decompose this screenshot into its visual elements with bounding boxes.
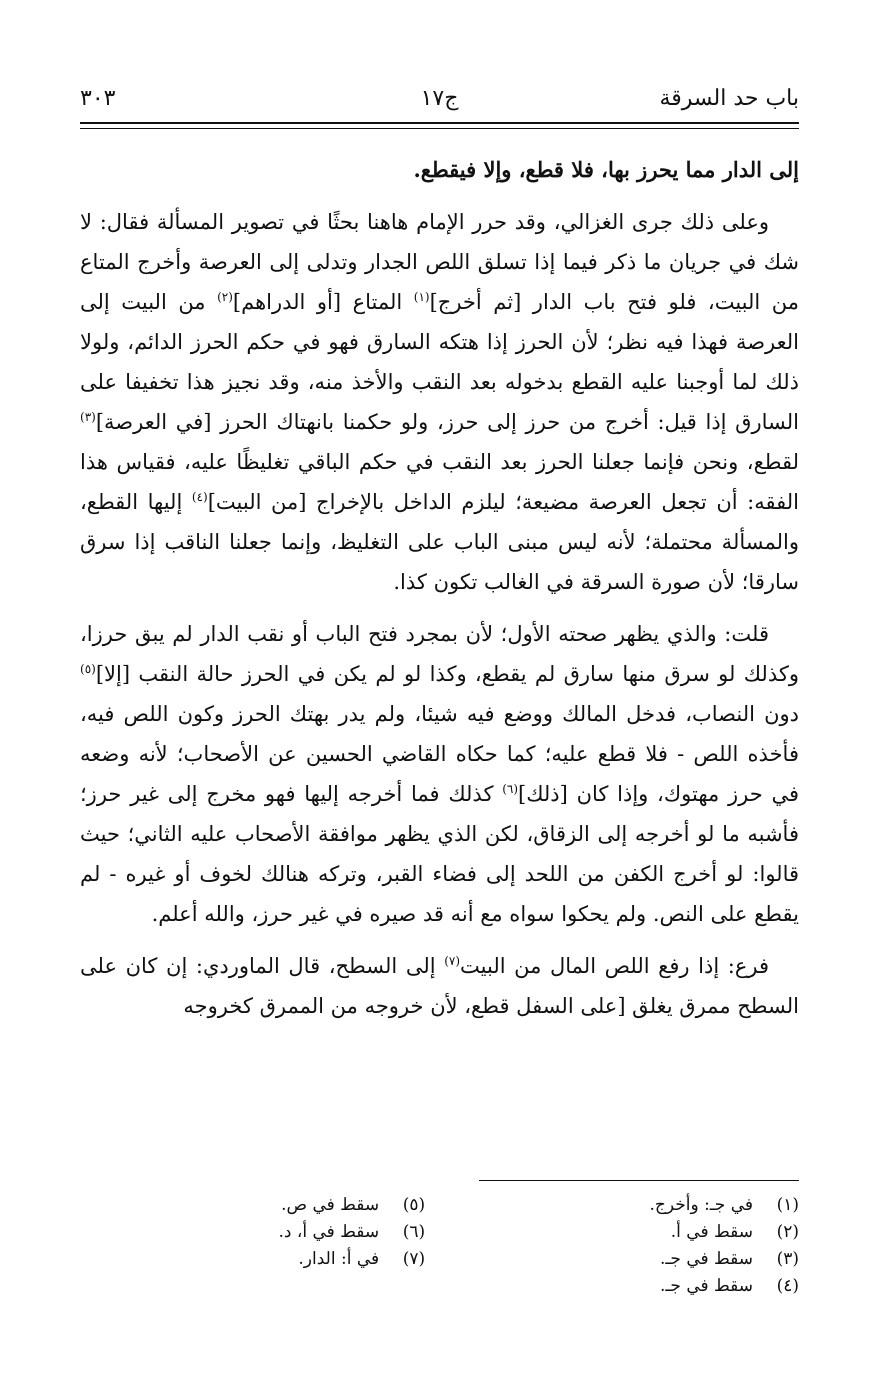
paragraph bbox=[80, 946, 799, 1026]
main-text bbox=[80, 150, 799, 1038]
text-run: إلى الدار مما يحرز بها، فلا قطع، وإلا فيقطع. bbox=[413, 157, 799, 182]
chapter-title: باب حد السرقة bbox=[659, 86, 799, 111]
footnote-reference: (١) bbox=[413, 290, 430, 304]
footnote-item bbox=[80, 1192, 425, 1219]
paragraph bbox=[80, 150, 799, 190]
footnote-text: سقط في ص. bbox=[281, 1195, 380, 1215]
text-run: دون النصاب، فدخل المالك ووضع فيه شيئا، ولم يدر بهتك الحرز وكون اللص فيه، فأخذه اللص - فلا قطع عليه؛ كما حكاه القاضي الحسين عن الأصحاب؛ لأنه وضعه في حرز مهتوك، وإذا كان [ذلك] bbox=[80, 702, 799, 806]
text-run: إلى السطح، قال الماوردي: إن كان على السطح ممرق يغلق [على السفل قطع، لأن خروجه من الممرق كخروجه bbox=[80, 954, 799, 1018]
footnote-reference: (٣) bbox=[80, 410, 96, 424]
footnote-text: في جـ: وأخرج. bbox=[649, 1195, 753, 1215]
footnote-reference: (٥) bbox=[80, 662, 96, 676]
volume-label: ج١٧ bbox=[420, 86, 459, 111]
footnotes-column-left bbox=[80, 1192, 425, 1273]
footnote-text: سقط في جـ. bbox=[660, 1249, 753, 1269]
text-run: لقطع، ونحن فإنما جعلنا الحرز بعد النقب في حكم الباقي تغليظًا عليه، فقياس هذا الفقه: أن تجعل العرصة مضيعة؛ ليلزم الداخل بالإخراج [من البيت] bbox=[80, 450, 799, 514]
header-rule-thin bbox=[80, 128, 799, 129]
text-run: كذلك فما أخرجه إليها فهو مخرج إلى غير حرز؛ فأشبه ما لو أخرجه إلى الزقاق، لكن الذي يظهر موافقة الأصحاب عليه الثاني؛ حيث قالوا: لو أخرج الكفن من اللحد إلى فضاء القبر، وتركه هنالك لخوف أو غيره - لم يقطع على النص. ولم يحكوا سواه مع أنه قد صيره في غير حرز، والله أعلم. bbox=[80, 782, 799, 926]
text-run: وعلى ذلك جرى الغزالي، وقد حرر الإمام هاهنا بحثًا في تصوير المسألة فقال: لا شك في جريان ما ذكر فيما إذا تسلق اللص الجدار وتدلى إلى العرصة وأخرج المتاع من البيت، فلو فتح باب الدار [ثم أخرج] bbox=[80, 210, 799, 314]
footnote-number: (١) bbox=[776, 1195, 799, 1215]
text-run: إليها القطع، والمسألة محتملة؛ لأنه ليس مبنى الباب على التغليظ، وإنما جعلنا الناقب إذا سرق سارقا؛ لأن صورة السرقة في الغالب تكون كذا. bbox=[80, 490, 799, 594]
footnote-reference: (٦) bbox=[502, 782, 519, 796]
footnote-item bbox=[454, 1246, 799, 1273]
footnote-text: سقط في أ، د. bbox=[278, 1222, 380, 1242]
footnote-number: (٣) bbox=[776, 1249, 799, 1269]
footnote-text: في أ: الدار. bbox=[298, 1249, 380, 1269]
footnote-item bbox=[80, 1219, 425, 1246]
text-run: المتاع [أو الدراهم] bbox=[232, 290, 414, 314]
footnote-item bbox=[454, 1273, 799, 1300]
text-run: فرع: إذا رفع اللص المال من البيت bbox=[460, 954, 769, 978]
footnote-reference: (٢) bbox=[217, 290, 233, 304]
footnote-number: (٧) bbox=[402, 1249, 426, 1269]
footnote-item bbox=[454, 1219, 799, 1246]
page-number: ٣٠٣ bbox=[80, 86, 116, 111]
footnote-number: (٥) bbox=[402, 1195, 426, 1215]
text-run: من البيت إلى العرصة فهذا فيه نظر؛ لأن الحرز إذا هتكه السارق فهو في حكم الحرز الدائم، ولولا ذلك لما أوجبنا عليه القطع بدخوله بعد النقب والأخذ منه، وقد نجيز هذا تخفيفا على السارق إذا قيل: أخرج من حرز إلى حرز، ولو حكمنا بانهتاك الحرز [في العرصة] bbox=[80, 290, 799, 434]
footnote-number: (٤) bbox=[776, 1276, 799, 1296]
footnote-text: سقط في جـ. bbox=[660, 1276, 753, 1296]
paragraph bbox=[80, 202, 799, 602]
footnote-number: (٦) bbox=[402, 1222, 426, 1242]
footnote-text: سقط في أ. bbox=[670, 1222, 753, 1242]
text-run: قلت: والذي يظهر صحته الأول؛ لأن بمجرد فتح الباب أو نقب الدار لم يبق حرزا، وكذلك لو سرق منها سارق لم يقطع، وكذا لو لم يكن في الحرز حالة النقب [إلا] bbox=[80, 622, 799, 686]
footnotes-column-right bbox=[454, 1192, 799, 1300]
footnote-number: (٢) bbox=[776, 1222, 799, 1242]
footnote-item bbox=[80, 1246, 425, 1273]
footnote-reference: (٧) bbox=[444, 954, 461, 968]
footnote-item bbox=[454, 1192, 799, 1219]
footnote-separator bbox=[479, 1180, 799, 1181]
running-header bbox=[80, 82, 799, 116]
header-rule-thick bbox=[80, 122, 799, 124]
footnote-reference: (٤) bbox=[191, 490, 208, 504]
paragraph bbox=[80, 614, 799, 934]
